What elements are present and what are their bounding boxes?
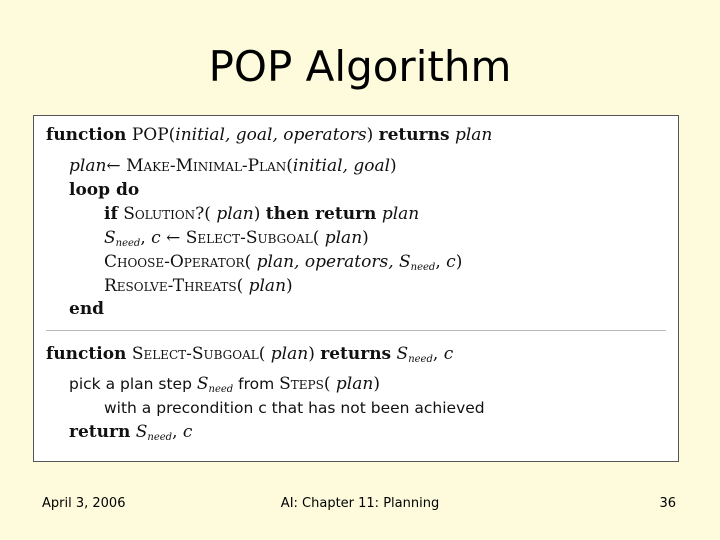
pop-line-make-plan: plan← Make-Minimal-Plan(initial, goal) <box>69 156 397 176</box>
return-value: plan <box>454 125 493 145</box>
pop-line-choose-operator: Choose-Operator( plan, operators, $S_{need}$, c) <box>104 252 463 273</box>
pop-line-if-solution: if Solution?( plan) then return plan <box>104 204 420 224</box>
select-subgoal-header: function Select-Subgoal( plan) returns $S_{need}$, c <box>46 344 454 365</box>
pop-line-loop: loop do <box>69 180 140 200</box>
footer-course: AI: Chapter 11: Planning <box>280 496 440 511</box>
function-name: POP <box>131 125 169 145</box>
select-line-return: return $S_{need}$, c <box>69 422 193 443</box>
pop-line-resolve-threats: Resolve-Threats( plan) <box>104 276 293 296</box>
assign-arrow: ← <box>106 156 121 176</box>
select-line-precondition: with a precondition c that has not been achieved <box>104 399 485 417</box>
pop-function-header: function POP(initial, goal, operators) returns plan <box>46 125 493 145</box>
section-divider <box>46 330 666 331</box>
footer-date: April 3, 2006 <box>42 496 126 511</box>
slide-title: POP Algorithm <box>208 42 512 91</box>
select-line-pick-step: pick a plan step $S_{need}$ from Steps( plan) <box>69 374 380 395</box>
algorithm-panel <box>33 115 679 462</box>
function-args: initial, goal, operators <box>175 125 367 145</box>
keyword-function: function <box>46 125 127 145</box>
pop-line-select-subgoal: $S_{need}$, c ← Select-Subgoal( plan) <box>104 228 369 249</box>
keyword-returns: returns <box>378 125 450 145</box>
footer-page-number: 36 <box>659 496 676 511</box>
pop-line-end: end <box>69 299 105 319</box>
